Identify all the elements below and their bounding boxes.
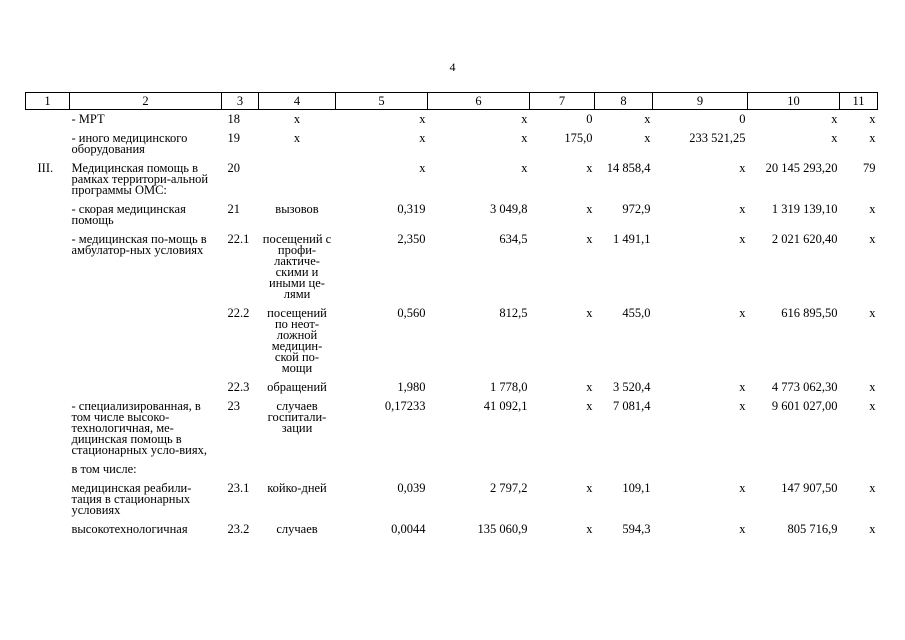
col-header-9: 9: [653, 93, 748, 110]
cell-col-10: 2 021 620,40: [771, 232, 838, 246]
cell-col-9: х: [739, 232, 746, 246]
col-header-7: 7: [530, 93, 595, 110]
cell-col-1: [26, 304, 70, 378]
cell-col-1: [26, 110, 70, 130]
cell-col-10: 9 601 027,00: [771, 399, 838, 413]
cell-col-3: 22.3: [227, 380, 250, 394]
cell-col-7: х: [586, 522, 593, 536]
cell-col-8: 594,3: [622, 522, 651, 536]
cell-col-6: 2 797,2: [490, 481, 528, 495]
cell-col-6: 1 778,0: [490, 380, 528, 394]
cell-col-9: х: [739, 522, 746, 536]
data-table: [25, 92, 878, 539]
cell-col-10: х: [831, 131, 838, 145]
table-row: [26, 460, 878, 479]
cell-col-5: 0,560: [397, 306, 426, 320]
cell-col-4: х: [293, 131, 301, 145]
cell-col-2: в том числе:: [71, 462, 137, 476]
cell-col-10: 1 319 139,10: [771, 202, 838, 216]
cell-col-9: 233 521,25: [689, 131, 746, 145]
cell-col-9: х: [739, 481, 746, 495]
cell-col-7: х: [586, 399, 593, 413]
table-row: [26, 479, 878, 520]
cell-col-5: 0,17233: [384, 399, 426, 413]
cell-col-9: 0: [739, 112, 746, 126]
cell-col-4: [259, 460, 336, 479]
col-header-8: 8: [595, 93, 653, 110]
cell-col-3: 23.1: [227, 481, 250, 495]
cell-col-6: 135 060,9: [477, 522, 528, 536]
col-header-10: 10: [748, 93, 840, 110]
cell-col-2: - МРТ: [71, 112, 105, 126]
cell-col-9: х: [739, 399, 746, 413]
cell-col-2: - специализированная, в том числе высоко-технологичная, ме-дицинская помощь в стационарных усло-виях,: [71, 399, 207, 457]
cell-col-5: 0,039: [397, 481, 426, 495]
cell-col-4: вызовов: [275, 202, 319, 216]
col-header-5: 5: [336, 93, 428, 110]
cell-col-11: х: [869, 522, 876, 536]
cell-col-5: х: [419, 112, 426, 126]
table-row: [26, 520, 878, 539]
cell-col-4: посещений по неот-ложной медицин-ской по-мощи: [267, 306, 327, 375]
table-row: [26, 129, 878, 159]
cell-col-3: 23.2: [227, 522, 250, 536]
cell-col-1: [26, 200, 70, 230]
cell-col-8: 109,1: [622, 481, 651, 495]
table-row: [26, 397, 878, 460]
cell-col-11: х: [869, 380, 876, 394]
cell-col-1: [26, 129, 70, 159]
cell-col-10: х: [831, 112, 838, 126]
cell-col-5: 2,350: [397, 232, 426, 246]
col-header-3: 3: [222, 93, 259, 110]
cell-col-9: х: [739, 202, 746, 216]
cell-col-4: х: [293, 112, 301, 126]
cell-col-4: случаев: [276, 522, 318, 536]
cell-col-1: [26, 397, 70, 460]
cell-col-11: х: [869, 481, 876, 495]
cell-col-9: х: [739, 380, 746, 394]
cell-col-8: 7 081,4: [613, 399, 651, 413]
cell-col-3: 19: [227, 131, 240, 145]
cell-col-1: [26, 520, 70, 539]
cell-col-11: х: [869, 131, 876, 145]
cell-col-3: 22.2: [227, 306, 250, 320]
cell-col-5: 0,0044: [391, 522, 426, 536]
col-header-11: 11: [840, 93, 878, 110]
cell-col-11: [840, 460, 878, 479]
cell-col-2: - иного медицинского оборудования: [71, 131, 188, 156]
col-header-1: 1: [26, 93, 70, 110]
cell-col-2: - медицинская по-мощь в амбулатор-ных условиях: [71, 232, 207, 257]
cell-col-8: 3 520,4: [613, 380, 651, 394]
cell-col-7: [530, 460, 595, 479]
cell-col-10: 805 716,9: [787, 522, 838, 536]
cell-col-5: [336, 460, 428, 479]
cell-col-11: 79: [863, 161, 876, 175]
cell-col-7: х: [586, 202, 593, 216]
cell-col-9: [653, 460, 748, 479]
cell-col-10: 4 773 062,30: [771, 380, 838, 394]
cell-col-6: 3 049,8: [490, 202, 528, 216]
cell-col-2: медицинская реабили-тация в стационарных условиях: [71, 481, 192, 517]
cell-col-1: [26, 460, 70, 479]
cell-col-4: койко-дней: [267, 481, 327, 495]
cell-col-3: 22.1: [227, 232, 250, 246]
cell-col-11: х: [869, 112, 876, 126]
cell-col-3: 23: [227, 399, 240, 413]
cell-col-2: [70, 378, 222, 397]
cell-col-10: 616 895,50: [781, 306, 838, 320]
table-row: [26, 110, 878, 130]
cell-col-9: х: [739, 306, 746, 320]
cell-col-8: [595, 460, 653, 479]
cell-col-4: [259, 159, 336, 200]
cell-col-7: х: [586, 232, 593, 246]
cell-col-7: х: [586, 161, 593, 175]
cell-col-5: х: [419, 131, 426, 145]
table-row: [26, 304, 878, 378]
cell-col-2: [70, 304, 222, 378]
cell-col-1: [26, 378, 70, 397]
cell-col-8: 455,0: [622, 306, 651, 320]
header-row: [26, 93, 878, 110]
cell-col-1: [26, 479, 70, 520]
cell-col-3: 18: [227, 112, 240, 126]
cell-col-10: [748, 460, 840, 479]
cell-col-10: 147 907,50: [781, 481, 838, 495]
cell-col-7: х: [586, 380, 593, 394]
cell-col-3: 21: [227, 202, 240, 216]
cell-col-4: обращений: [267, 380, 327, 394]
cell-col-6: х: [521, 131, 528, 145]
table-row: [26, 378, 878, 397]
cell-col-3: 20: [227, 161, 240, 175]
table-row: [26, 159, 878, 200]
cell-col-1: III.: [37, 161, 54, 175]
cell-col-6: х: [521, 161, 528, 175]
cell-col-11: х: [869, 202, 876, 216]
cell-col-8: х: [644, 131, 651, 145]
page-number: 4: [449, 60, 456, 74]
table-row: [26, 200, 878, 230]
cell-col-7: 0: [586, 112, 593, 126]
cell-col-6: х: [521, 112, 528, 126]
cell-col-6: 812,5: [499, 306, 528, 320]
cell-col-5: 0,319: [397, 202, 426, 216]
cell-col-2: высокотехнологичная: [71, 522, 188, 536]
cell-col-2: - скорая медицинская помощь: [71, 202, 186, 227]
cell-col-10: 20 145 293,20: [765, 161, 838, 175]
cell-col-8: х: [644, 112, 651, 126]
cell-col-4: посещений с профи-лактиче-скими и иными це-лями: [262, 232, 332, 301]
col-header-6: 6: [428, 93, 530, 110]
cell-col-5: х: [419, 161, 426, 175]
cell-col-8: 1 491,1: [613, 232, 651, 246]
cell-col-7: 175,0: [564, 131, 593, 145]
cell-col-8: 14 858,4: [606, 161, 651, 175]
cell-col-11: х: [869, 399, 876, 413]
cell-col-5: 1,980: [397, 380, 426, 394]
cell-col-7: х: [586, 481, 593, 495]
cell-col-7: х: [586, 306, 593, 320]
cell-col-11: х: [869, 232, 876, 246]
cell-col-6: 41 092,1: [483, 399, 528, 413]
table-row: [26, 230, 878, 304]
cell-col-8: 972,9: [622, 202, 651, 216]
col-header-2: 2: [70, 93, 222, 110]
cell-col-9: х: [739, 161, 746, 175]
cell-col-6: [428, 460, 530, 479]
cell-col-11: х: [869, 306, 876, 320]
cell-col-1: [26, 230, 70, 304]
col-header-4: 4: [259, 93, 336, 110]
cell-col-6: 634,5: [499, 232, 528, 246]
cell-col-2: Медицинская помощь в рамках территори-альной программы ОМС:: [71, 161, 209, 197]
cell-col-4: случаев госпитали-зации: [267, 399, 327, 435]
cell-col-3: [222, 460, 259, 479]
